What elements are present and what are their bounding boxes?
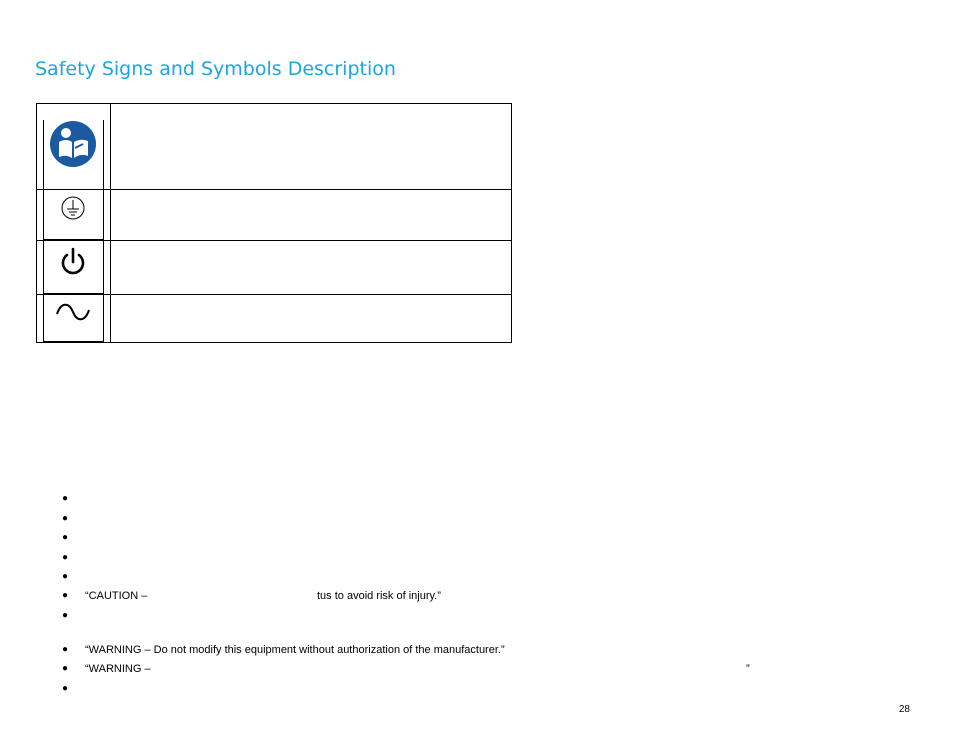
read-manual-icon [49,120,97,168]
bullet-icon: ● [62,644,69,655]
symbol-icon-cell [43,120,104,189]
protective-earth-icon [60,195,86,221]
bullet-icon: ● [62,571,69,582]
symbol-row [37,104,511,190]
page-title: Safety Signs and Symbols Description [35,58,396,80]
symbol-icon-cell [43,294,104,342]
symbol-row [37,294,511,342]
symbol-icon-cell [43,240,104,294]
list-item [60,513,880,527]
list-item: ● “WARNING – ” [62,663,750,675]
list-item [60,571,880,585]
bullet-icon: ● [62,610,69,621]
list-item [60,532,880,546]
symbol-row [37,189,511,241]
alternating-current-icon [55,300,91,324]
list-item [60,610,880,624]
list-item [60,552,880,566]
list-item: ● “CAUTION – tus to avoid risk of injury.” [62,590,441,602]
bullet-icon: ● [62,663,69,674]
power-standby-icon [59,246,87,276]
list-item [60,493,880,507]
bullet-icon: ● [62,532,69,543]
bullet-icon: ● [62,683,69,694]
bullet-icon: ● [62,513,69,524]
page-number: 28 [898,704,910,715]
bullet-icon: ● [62,493,69,504]
bullet-icon: ● [62,552,69,563]
symbol-row [37,240,511,295]
bullet-icon: ● [62,590,69,601]
symbols-table [36,103,512,343]
list-item: ● “WARNING – Do not modify this equipment without authorization of the manufacturer.” [62,644,505,656]
symbol-icon-cell [43,189,104,240]
list-item [60,683,880,697]
